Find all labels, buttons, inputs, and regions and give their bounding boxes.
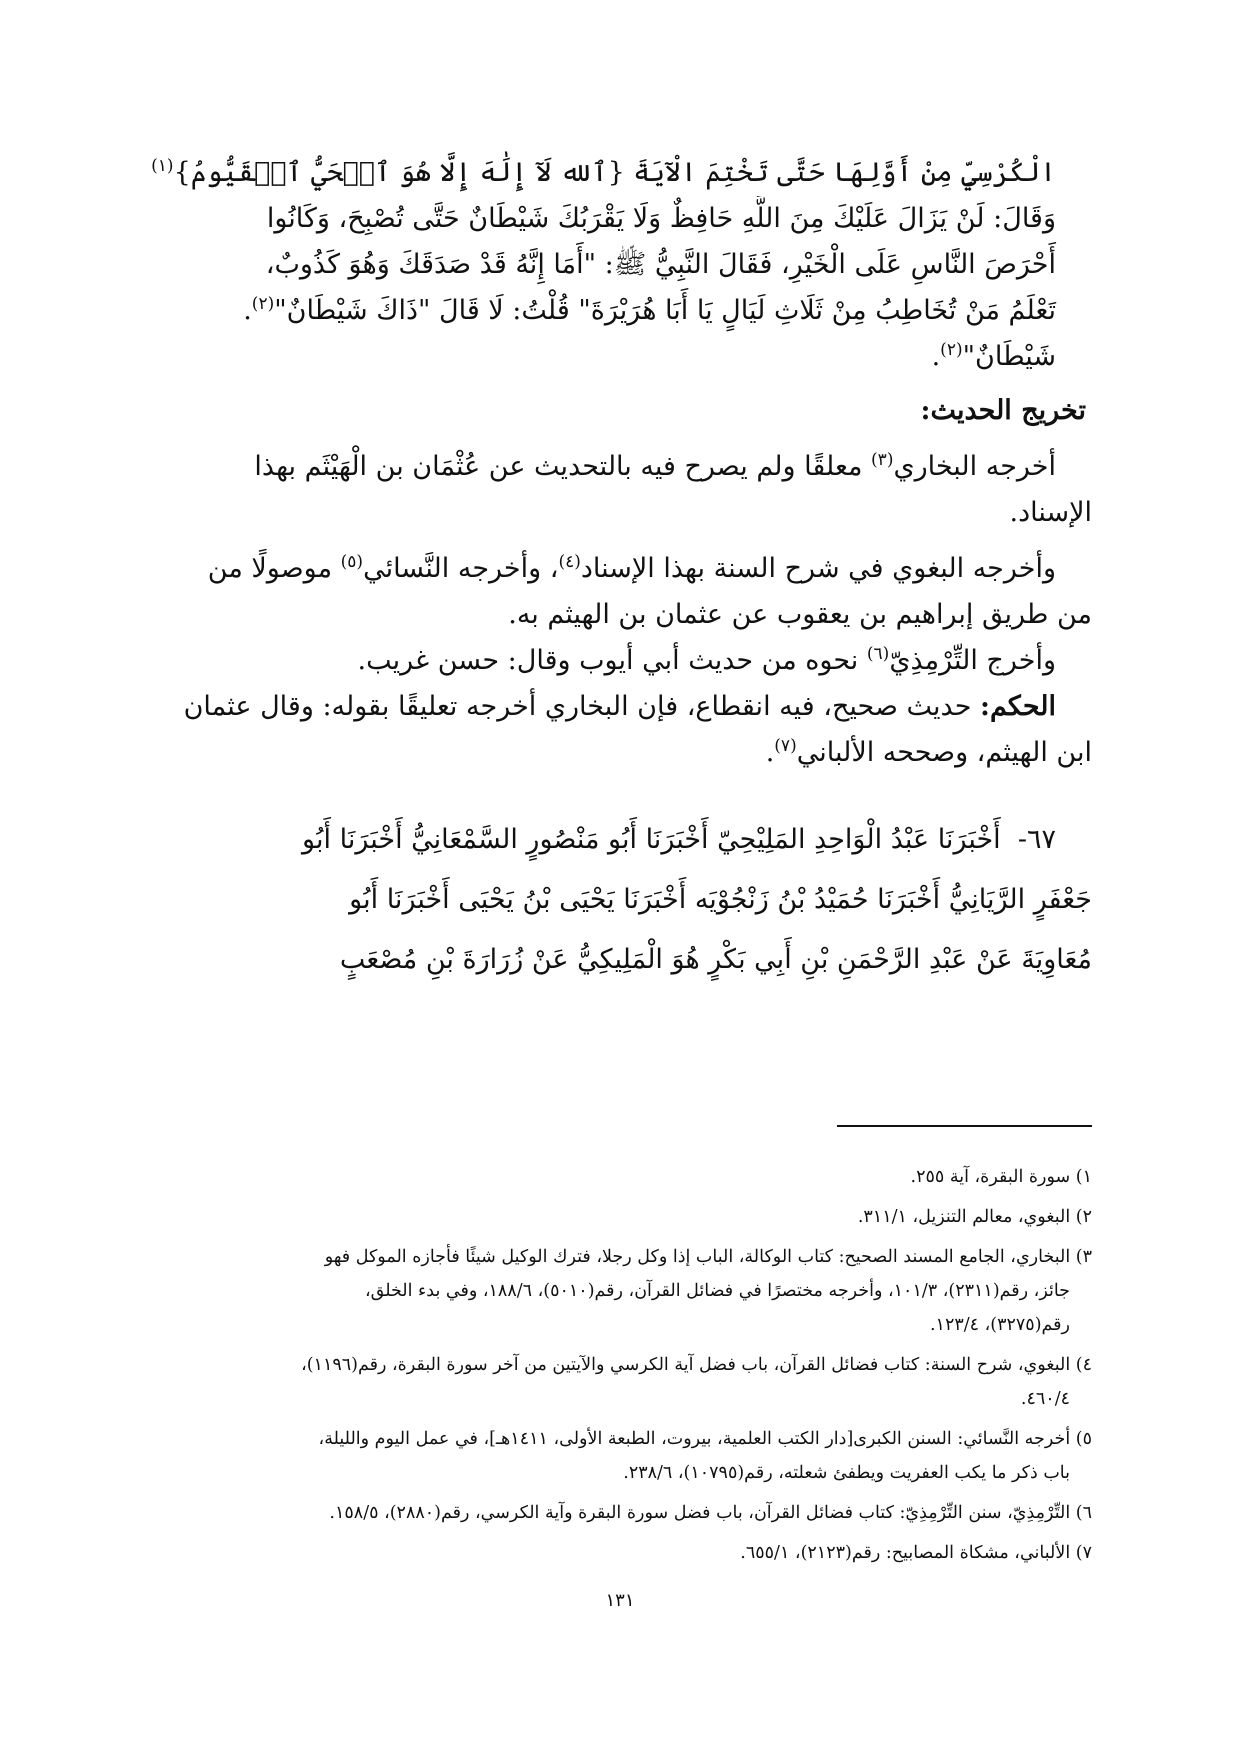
footnote-7-text: ٧) الألباني، مشكاة المصابيح: رقم(٢١٢٣)، ٦٥٥/١. — [740, 1543, 1092, 1563]
narrative-line-4-end: . — [931, 341, 941, 372]
tirmidhi-text-b: نحوه من حديث أبي أيوب وقال: حسن غريب. — [357, 645, 867, 676]
footnote-ref-5[interactable]: (٥) — [340, 552, 364, 572]
hadith-number: ٦٧- — [1017, 824, 1056, 855]
footnote-5-line-2: باب ذكر ما يكب العفريت ويطفئ شعلته، رقم(١٠٧٩٥)، ٢٣٨/٦. — [623, 1463, 1070, 1483]
footnote-4 — [148, 1348, 1092, 1416]
main-text-block — [148, 150, 1092, 990]
bukhari-text-a: أخرجه البخاري — [893, 451, 1056, 482]
hadith-line-3: مُعَاوِيَةَ عَنْ عَبْدِ الرَّحْمَنِ بْنِ أَبِي بَكْرٍ هُوَ الْمَلِيكِيُّ عَنْ زُرَارَةَ بْنِ مُصْعَبٍ — [339, 944, 1092, 975]
footnote-ref-2a[interactable]: (٢) — [251, 294, 275, 314]
verse-tail-text: الْكُرْسِيِّ مِنْ أَوَّلِهَا حَتَّى تَخْتِمَ الْآيَةَ {ٱلله لَآ إِلَٰهَ إِلَّا هُوَ ٱلۡحَيُّ ٱلۡقَيُّومُ} — [173, 157, 1056, 188]
narrative-line-4-text: شَيْطَانٌ" — [962, 341, 1056, 372]
narrative-line-3-end: . — [243, 295, 252, 326]
narrative-line-4 — [148, 334, 1092, 380]
hukm-label: الحكم: — [979, 691, 1056, 722]
hukm-text-1: حديث صحيح، فيه انقطاع، فإن البخاري أخرجه تعليقًا بقوله: وقال عثمان — [183, 691, 980, 722]
footnote-2-text: ٢) البغوي، معالم التنزيل، ٣١١/١. — [857, 1207, 1092, 1227]
footnote-6 — [148, 1496, 1092, 1530]
baghawi-text-b: ، وأخرجه النَّسائي — [363, 553, 559, 584]
document-page — [148, 150, 1092, 1630]
narrative-line-3-text: تَعْلَمُ مَنْ تُخَاطِبُ مِنْ ثَلَاثِ لَيَالٍ يَا أَبَا هُرَيْرَةَ" قُلْتُ: لَا قَالَ "ذَاكَ شَيْطَانٌ" — [274, 295, 1056, 326]
footnote-3-line-2: جائز، رقم(٢٣١١)، ١٠١/٣، وأخرجه مختصرًا في فضائل القرآن، رقم(٥٠١٠)، ١٨٨/٦، وفي بدء الخلق، — [364, 1281, 1070, 1301]
baghawi-line-1 — [148, 546, 1092, 592]
footnote-1 — [148, 1160, 1092, 1194]
footnote-1-text: ١) سورة البقرة، آية ٢٥٥. — [910, 1167, 1092, 1187]
tirmidhi-text-a: وأخرج التِّرْمِذِيّ — [889, 645, 1056, 676]
narrative-line-2: أَحْرَصَ النَّاسِ عَلَى الْخَيْرِ، فَقَالَ النَّبِيُّ ﷺ: "أَمَا إِنَّهُ قَدْ صَدَقَكَ وَهُوَ كَذُوبٌ، — [265, 249, 1056, 280]
hukm-line-2 — [148, 730, 1092, 776]
footnote-3-line-1: ٣) البخاري، الجامع المسند الصحيح: كتاب الوكالة، الباب إذا وكل رجلا، فترك الوكيل شيئًا فأجازه الموكل فهو — [324, 1247, 1092, 1267]
footnote-5 — [148, 1422, 1092, 1490]
baghawi-line-2: من طريق إبراهيم بن يعقوب عن عثمان بن الهيثم به. — [508, 599, 1092, 630]
footnotes-section — [148, 1160, 1092, 1576]
footnote-4-line-1: ٤) البغوي، شرح السنة: كتاب فضائل القرآن، باب فضل آية الكرسي والآيتين من آخر سورة البقرة، رقم(١١٩٦)، — [301, 1355, 1092, 1375]
footnote-ref-2b[interactable]: (٢) — [940, 340, 963, 360]
hadith-block — [148, 810, 1092, 990]
hadith-line-1 — [148, 810, 1092, 870]
footnote-ref-7[interactable]: (٧) — [774, 736, 797, 756]
takhrij-heading: تخريج الحديث: — [920, 395, 1086, 426]
tirmidhi-line — [148, 638, 1092, 684]
footnote-ref-1[interactable]: (١) — [151, 156, 174, 176]
hukm-end: . — [765, 737, 775, 768]
bukhari-line-1 — [148, 444, 1092, 490]
footnote-3-line-3: رقم(٣٢٧٥)، ١٢٣/٤. — [929, 1315, 1070, 1335]
baghawi-text-c: موصولًا من — [207, 553, 341, 584]
footnote-6-text: ٦) التِّرْمِذِيّ، سنن التِّرْمِذِيّ: كتاب فضائل القرآن، باب فضل سورة البقرة وآية الكرسي، رقم(٢٨٨٠)، ١٥٨/٥. — [329, 1503, 1092, 1523]
footnote-ref-3[interactable]: (٣) — [871, 450, 894, 470]
hadith-line-2: جَعْفَرٍ الرَّيَانِيُّ أَخْبَرَنَا حُمَيْدُ بْنُ زَنْجُوْيَه أَخْبَرَنَا يَحْيَى بْنُ يَحْيَى أَخْبَرَنَا أَبُو — [349, 884, 1092, 915]
footnote-separator — [837, 1125, 1092, 1127]
footnote-5-line-1: ٥) أخرجه النَّسائي: السنن الكبرى[دار الكتب العلمية، بيروت، الطبعة الأولى، ١٤١١هـ]، في عمل اليوم والليلة، — [318, 1429, 1092, 1449]
bukhari-text-b: معلقًا ولم يصرح فيه بالتحديث عن عُثْمَان بن الْهَيْثَم بهذا — [254, 451, 872, 482]
footnote-3 — [148, 1240, 1092, 1342]
verse-tail-line — [148, 150, 1092, 196]
footnote-4-line-2: ٤٦٠/٤. — [1020, 1389, 1070, 1409]
narrative-line-1: وَقَالَ: لَنْ يَزَالَ عَلَيْكَ مِنَ اللَّهِ حَافِظٌ وَلَا يَقْرَبُكَ شَيْطَانٌ حَتَّى تُصْبِحَ، وَكَانُوا — [266, 203, 1056, 234]
page-number: ١٣١ — [605, 1590, 635, 1611]
footnote-2 — [148, 1200, 1092, 1234]
footnote-ref-6[interactable]: (٦) — [866, 644, 890, 664]
hukm-line-1 — [148, 684, 1092, 730]
bukhari-line-2: الإسناد. — [1009, 497, 1092, 528]
baghawi-text-a: وأخرجه البغوي في شرح السنة بهذا الإسناد — [580, 553, 1056, 584]
hukm-text-2: ابن الهيثم، وصححه الألباني — [796, 737, 1092, 768]
footnote-ref-4[interactable]: (٤) — [558, 552, 581, 572]
hadith-line-1-text: أَخْبَرَنَا عَبْدُ الْوَاحِدِ المَلِيْحِيّ أَخْبَرَنَا أَبُو مَنْصُورٍ السَّمْعَانِيُّ أَخْبَرَنَا أَبُو — [302, 824, 1001, 855]
footnote-7 — [148, 1536, 1092, 1570]
narrative-line-3 — [148, 288, 1092, 334]
